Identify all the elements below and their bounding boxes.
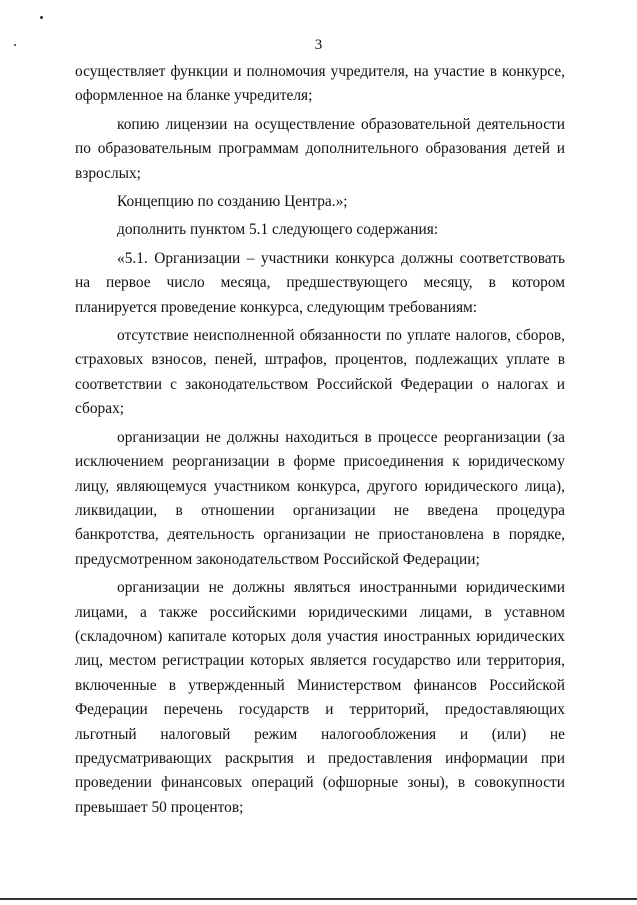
paragraph: дополнить пунктом 5.1 следующего содержания: [117, 221, 439, 239]
scan-bottom-edge [0, 898, 637, 900]
paragraph: отсутствие неисполненной обязанности по уплате налогов, сборов, страховых взносов, пеней, штрафов, процентов, подлежащих уплате в соответствии с законодательством Российской Федерации о налогах и сборах; [75, 327, 565, 418]
page-number: 3 [314, 37, 323, 53]
paragraph: Концепцию по созданию Центра.»; [117, 193, 348, 211]
scan-speck [40, 16, 43, 19]
paragraph: организации не должны являться иностранными юридическими лицами, а также российскими юридическими лицами, в уставном (складочном) капитале которых доля участия иностранных юридических лиц, местом регистрации которых является государство или территория, включенные в утвержденный Министерством финансов Российской Федерации перечень государств и территорий, предоставляющих льготный налоговый режим налогообложения и (или) не предусматривающих раскрытия и предоставления информации при проведении финансовых операций (офшорные зоны), в совокупности превышает 50 процентов; [75, 579, 565, 816]
paragraph: «5.1. Организации – участники конкурса должны соответствовать на первое число месяца, предшествующего месяцу, в котором планируется проведение конкурса, следующим требованиям: [75, 249, 565, 316]
paragraph: организации не должны находиться в процессе реорганизации (за исключением реорганизации в форме присоединения к юридическому лицу, являющемуся участником конкурса, другого юридического лица), ликвидации, в отношении организации не введена процедура банкротства, деятельность организации не приостановлена в порядке, предусмотренном законодательством Российской Федерации; [75, 428, 565, 568]
document-body [75, 60, 565, 824]
paragraph: копию лицензии на осуществление образовательной деятельности по образовательным программам дополнительного образования детей и взрослых; [75, 115, 565, 182]
paragraph: осуществляет функции и полномочия учредителя, на участие в конкурсе, оформленное на бланке учредителя; [75, 63, 565, 105]
